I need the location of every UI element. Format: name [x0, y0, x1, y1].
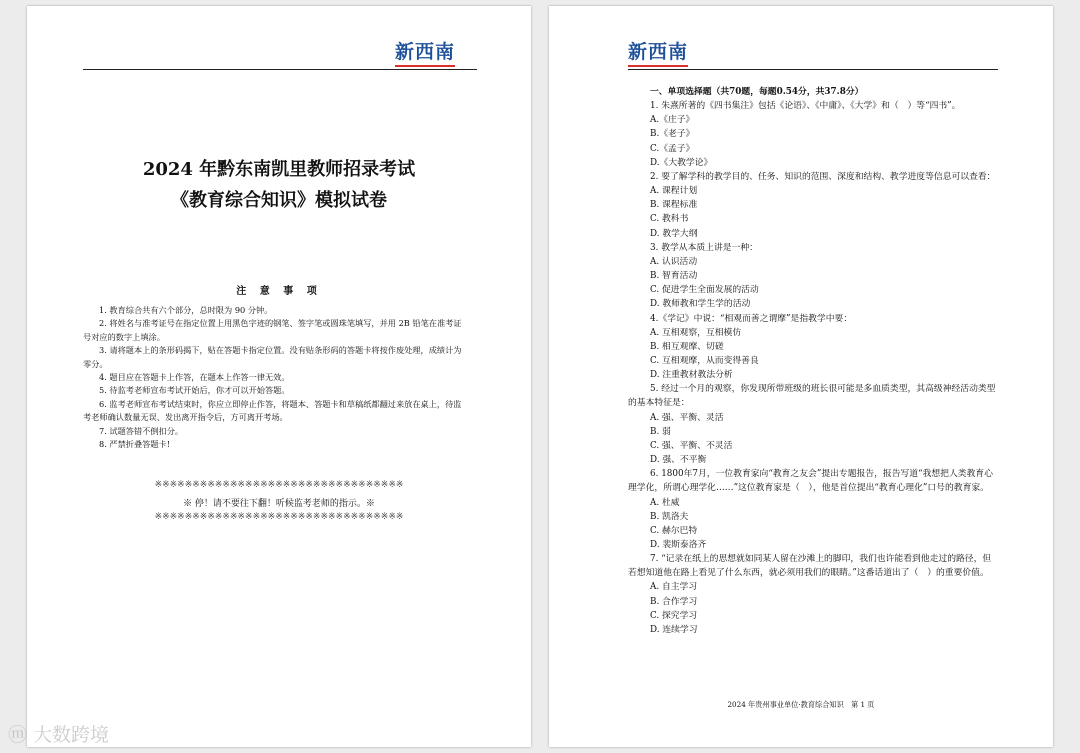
question-stem: 3. 教学从本质上讲是一种： [650, 242, 758, 253]
answer-option: A. 强、平衡、灵活 [650, 412, 724, 423]
header-rule [83, 69, 477, 70]
answer-option: A. 杜威 [650, 497, 680, 508]
answer-option: B. 凯洛夫 [650, 511, 689, 522]
answer-option: C. 促进学生全面发展的活动 [650, 285, 759, 296]
answer-option: B. 弱 [650, 426, 671, 437]
answer-option: C. 探究学习 [650, 610, 698, 621]
notice-item: 2. 将姓名与准考证号在指定位置上用黑色字迹的钢笔、签字笔或圆珠笔填写，并用 2B 铅笔在准考证号对应的数字上填涂。 [83, 318, 462, 342]
question-stem: 4.《学记》中说：“相观而善之谓摩”是指教学中要： [650, 313, 853, 324]
answer-option: A. 课程计划 [650, 186, 698, 197]
question-list [628, 85, 998, 637]
answer-option: C. 强、平衡、不灵活 [650, 440, 733, 451]
publisher-logo: 新西南 [395, 37, 455, 64]
answer-option: B.《老子》 [650, 129, 695, 140]
answer-option: A. 认识活动 [650, 256, 698, 267]
notice-item: 3. 请将题本上的条形码揭下，贴在答题卡指定位置。没有贴条形码的答题卡将按作废处理，成绩计为零分。 [83, 345, 462, 369]
question-stem: 6. 1800年7月，一位教育家向“教育之友会”提出专题报告，报告写道“我想把人类教育心理学化，所谓心理学化……”这位教育家是（ ），他是首位提出“教育心理化”口号的教育家。 [628, 469, 993, 494]
notice-list [83, 304, 463, 451]
stop-instruction: ※ 停！请不要往下翻！听候监考老师的指示。※ [183, 499, 375, 509]
answer-option: D. 教师教和学生学的活动 [650, 299, 751, 310]
notice-item: 1. 教育综合共有六个部分，总时限为 90 分钟。 [99, 305, 273, 315]
watermark-logo-icon: ⓜ [8, 724, 34, 746]
exam-subtitle: 《教育综合知识》模拟试卷 [171, 190, 387, 211]
answer-option: D. 连续学习 [650, 624, 698, 635]
exam-cover-page [27, 6, 531, 747]
answer-option: D.《大教学论》 [650, 157, 713, 168]
answer-option: C.《孟子》 [650, 143, 695, 154]
answer-option: A.《庄子》 [650, 115, 695, 126]
question-stem: 2. 要了解学科的教学目的、任务、知识的范围、深度和结构、教学进度等信息可以查看： [650, 171, 996, 182]
answer-option: B. 合作学习 [650, 596, 698, 607]
notice-item: 4. 题目应在答题卡上作答，在题本上作答一律无效。 [99, 372, 290, 383]
notice-heading: 注 意 事 项 [236, 286, 322, 297]
answer-option: C. 教科书 [650, 214, 689, 225]
answer-option: D. 注重教材教法分析 [650, 370, 733, 381]
exam-question-page [549, 6, 1053, 747]
header-rule [628, 69, 998, 70]
answer-option: D. 强、不平衡 [650, 455, 707, 466]
answer-option: C. 互相观摩，从而变得善良 [650, 355, 759, 366]
answer-option: D. 教学大纲 [650, 228, 698, 239]
section-title: 一、单项选择题（共70题，每题0.54分，共37.8分） [650, 87, 864, 97]
question-stem: 1. 朱熹所著的《四书集注》包括《论语》、《中庸》、《大学》和（ ）等“四书”。 [650, 101, 961, 112]
exam-title: 2024 年黔东南凯里教师招录考试 [142, 159, 416, 180]
answer-option: B. 相互观摩、切磋 [650, 341, 724, 352]
answer-option: A. 自主学习 [650, 582, 698, 593]
star-divider-top: ※※※※※※※※※※※※※※※※※※※※※※※※※※※※※※※※※ [154, 480, 404, 490]
answer-option: C. 赫尔巴特 [650, 525, 698, 536]
answer-option: D. 裴斯泰洛齐 [650, 540, 707, 550]
answer-option: A. 互相观察，互相模仿 [650, 327, 742, 338]
star-divider-bottom: ※※※※※※※※※※※※※※※※※※※※※※※※※※※※※※※※※ [154, 512, 404, 522]
publisher-logo: 新西南 [628, 37, 688, 64]
notice-item: 8. 严禁折叠答题卡! [99, 439, 171, 450]
notice-item: 5. 待监考老师宣布考试开始后，你才可以开始答题。 [99, 385, 290, 396]
watermark: ⓜ 大数跨境 [8, 724, 110, 746]
question-stem: 5. 经过一个月的观察，你发现所带班级的班长很可能是多血质类型，其高级神经活动类型的基本特征是： [628, 384, 996, 409]
notice-item: 7. 试题答错不倒扣分。 [99, 425, 184, 436]
question-stem: 7. “记录在纸上的思想就如同某人留在沙滩上的脚印，我们也许能看到他走过的路径，但若想知道他在路上看见了什么东西，就必须用我们的眼睛。”这番话道出了（ ）的重要价值。 [628, 554, 992, 579]
answer-option: B. 智育活动 [650, 271, 698, 282]
page-footer: 2024 年贵州事业单位·教育综合知识 第 1 页 [727, 700, 875, 709]
answer-option: B. 课程标准 [650, 200, 698, 211]
notice-item: 6. 监考老师宣布考试结束时，你应立即停止作答，将题本、答题卡和草稿纸都翻过来放在桌上，待监考老师确认数量无误、发出离开指令后，方可离开考场。 [83, 398, 462, 423]
